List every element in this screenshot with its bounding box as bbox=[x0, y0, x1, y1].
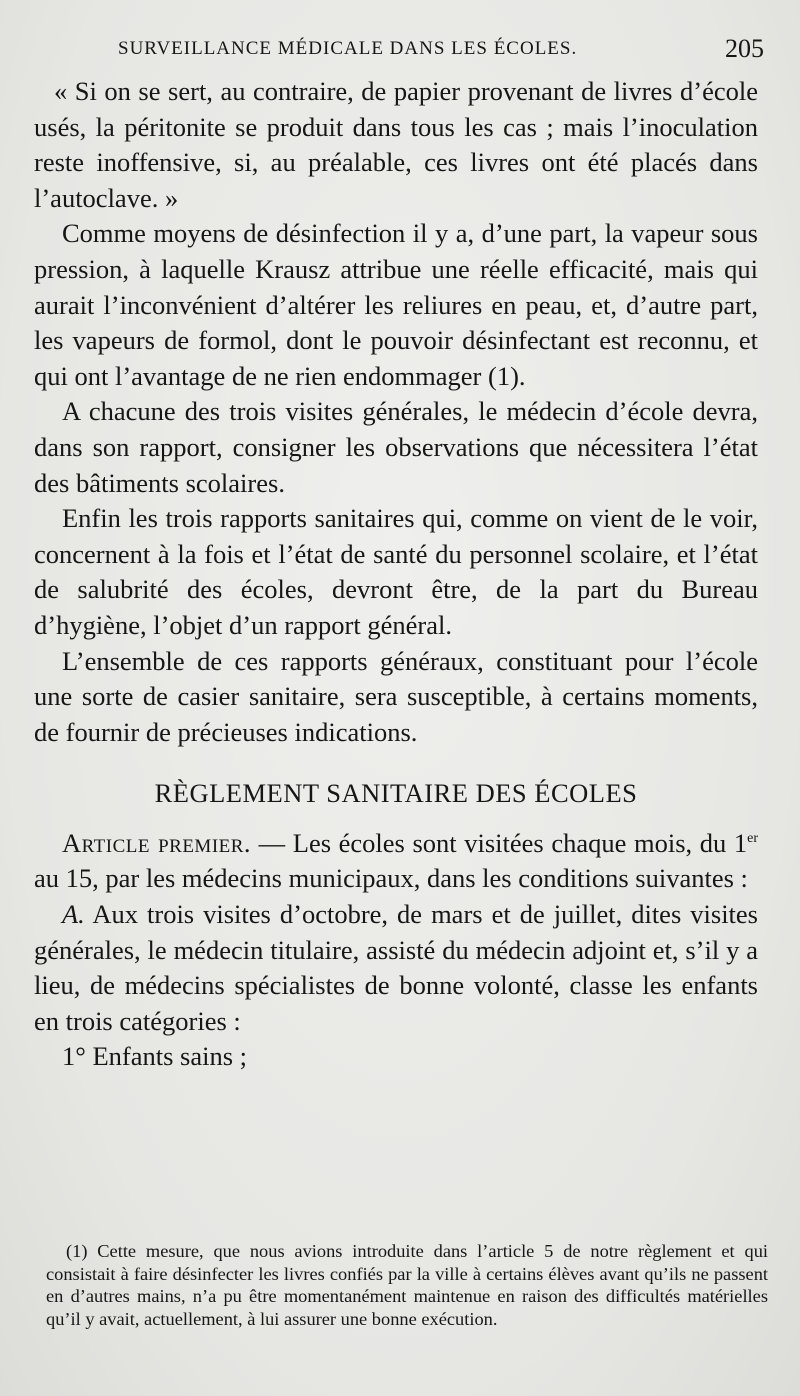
paragraph-general-reports: L’ensemble de ces rapports généraux, constituant pour l’école une sorte de casier sanitaire, sera susceptible, à certains moments, de fournir de précieuses indications. bbox=[34, 645, 758, 747]
article-text-part-a: Les écoles sont visitées chaque mois, du 1 bbox=[292, 827, 748, 858]
ordinal-superscript: er bbox=[747, 830, 758, 846]
article-dash: — bbox=[251, 827, 293, 858]
item-a-letter: A. bbox=[62, 899, 85, 930]
paragraph-disinfection: Comme moyens de désinfection il y a, d’une part, la vapeur sous pression, à laquelle Krausz attribue une réelle efficacité, mais qui aurait l’inconvénient d’altérer les reliures en peau, et, d’autre part, les vapeurs de formol, dont le pouvoir désinfectant est reconnu, et qui ont l’avantage de ne rien endommager (1). bbox=[34, 218, 758, 391]
footnote-text: (1) Cette mesure, que nous avions introduite dans l’article 5 de notre règlement et qui consistait à faire désinfecter les livres confiés par la ville à certains élèves avant qu’ils ne passent en d’autres mains, n’a pu être momentanément maintenue en raison des difficultés matérielles qu’il y avait, actuellement, à lui assurer une bonne exécution. bbox=[46, 1241, 768, 1329]
paragraph-quote: « Si on se sert, au contraire, de papier provenant de livres d’école usés, la péritonite se produit dans tous les cas ; mais l’inoculation reste inoffensive, si, au préalable, ces livres ont été placés dans l’autoclave. » bbox=[34, 76, 758, 213]
article-label: Article premier. bbox=[62, 827, 252, 858]
section-heading: RÈGLEMENT SANITAIRE DES ÉCOLES bbox=[154, 778, 638, 809]
list-item-1: 1° Enfants sains ; bbox=[62, 1041, 248, 1072]
running-title: SURVEILLANCE MÉDICALE DANS LES ÉCOLES. bbox=[118, 38, 578, 59]
footnote bbox=[46, 1240, 768, 1330]
running-header bbox=[118, 34, 764, 68]
page-number: 205 bbox=[725, 34, 764, 63]
paragraph-health-reports: Enfin les trois rapports sanitaires qui, comme on vient de le voir, concernent à la fois et l’état de santé du personnel scolaire, et l’état de salubrité des écoles, devront être, de la part du Bureau d’hygiène, l’objet d’un rapport général. bbox=[34, 503, 758, 640]
main-text bbox=[34, 74, 758, 1075]
paragraph-item-a bbox=[34, 897, 758, 1039]
paragraph-article-1 bbox=[34, 826, 758, 897]
paragraph-general-visits: A chacune des trois visites générales, le médecin d’école devra, dans son rapport, consigner les observations que nécessitera l’état des bâtiments scolaires. bbox=[34, 396, 758, 498]
item-a-text: Aux trois visites d’octobre, de mars et de juillet, dites visites générales, le médecin titulaire, assisté du médecin adjoint et, s’il y a lieu, de médecins spécialistes de bonne volonté, classe les enfants en trois catégories : bbox=[34, 899, 758, 1036]
article-text-part-b: au 15, par les médecins municipaux, dans les conditions suivantes : bbox=[34, 863, 748, 894]
